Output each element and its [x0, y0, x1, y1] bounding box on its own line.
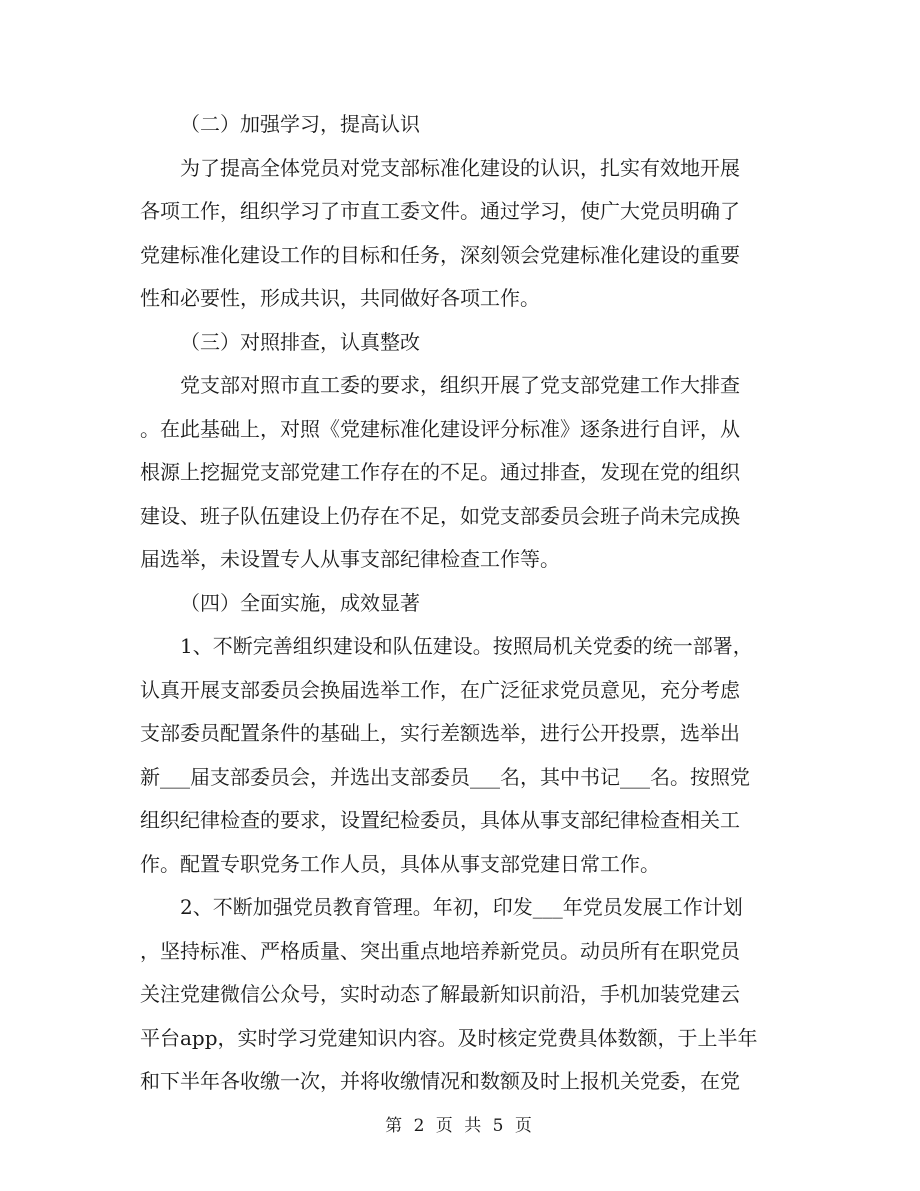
paragraph-line: 支部委员配置条件的基础上，实行差额选举，进行公开投票，选举出 — [140, 721, 740, 745]
document-body — [140, 103, 790, 1104]
paragraph-line: 。在此基础上，对照《党建标准化建设评分标准》逐条进行自评，从 — [140, 416, 740, 441]
paragraph-line: 各项工作，组织学习了市直工委文件。通过学习，使广大党员明确了 — [140, 199, 740, 223]
page-number-footer: 第 2 页 共 5 页 — [385, 1116, 535, 1136]
paragraph-line: 2、不断加强党员教育管理。年初，印发___年党员发展工作计划 — [180, 895, 743, 919]
section-heading-3: （三）对照排查，认真整改 — [180, 329, 420, 354]
paragraph-line: 作。配置专职党务工作人员，具体从事支部党建日常工作。 — [140, 851, 660, 876]
paragraph-line: 党建标准化建设工作的目标和任务，深刻领会党建标准化建设的重要 — [140, 242, 740, 267]
paragraph-line: 性和必要性，形成共识，共同做好各项工作。 — [140, 286, 540, 310]
section-heading-2: （二）加强学习，提高认识 — [180, 112, 420, 136]
paragraph-line: ，坚持标准、严格质量、突出重点地培养新党员。动员所有在职党员 — [140, 938, 740, 963]
paragraph-line: 党支部对照市直工委的要求，组织开展了党支部党建工作大排查 — [180, 373, 740, 397]
paragraph-line: 建设、班子队伍建设上仍存在不足，如党支部委员会班子尚未完成换 — [140, 503, 740, 528]
paragraph-line: 组织纪律检查的要求，设置纪检委员，具体从事支部纪律检查相关工 — [140, 808, 740, 832]
paragraph-line: 认真开展支部委员会换届选举工作，在广泛征求党员意见，充分考虑 — [140, 677, 740, 702]
section-heading-4: （四）全面实施，成效显著 — [180, 590, 420, 615]
paragraph-line: 平台app，实时学习党建知识内容。及时核定党费具体数额，于上半年 — [140, 1025, 758, 1050]
paragraph-line: 和下半年各收缴一次，并将收缴情况和数额及时上报机关党委，在党 — [140, 1069, 740, 1093]
paragraph-line: 届选举，未设置专人从事支部纪律检查工作等。 — [140, 547, 560, 571]
paragraph-line: 关注党建微信公众号，实时动态了解最新知识前沿，手机加装党建云 — [140, 982, 740, 1006]
paragraph-line: 1、不断完善组织建设和队伍建设。按照局机关党委的统一部署， — [180, 634, 753, 658]
paragraph-line: 为了提高全体党员对党支部标准化建设的认识，扎实有效地开展 — [180, 155, 740, 180]
paragraph-line: 新___届支部委员会，并选出支部委员___名，其中书记___名。按照党 — [140, 764, 750, 789]
paragraph-line: 根源上挖掘党支部党建工作存在的不足。通过排查，发现在党的组织 — [140, 460, 740, 484]
